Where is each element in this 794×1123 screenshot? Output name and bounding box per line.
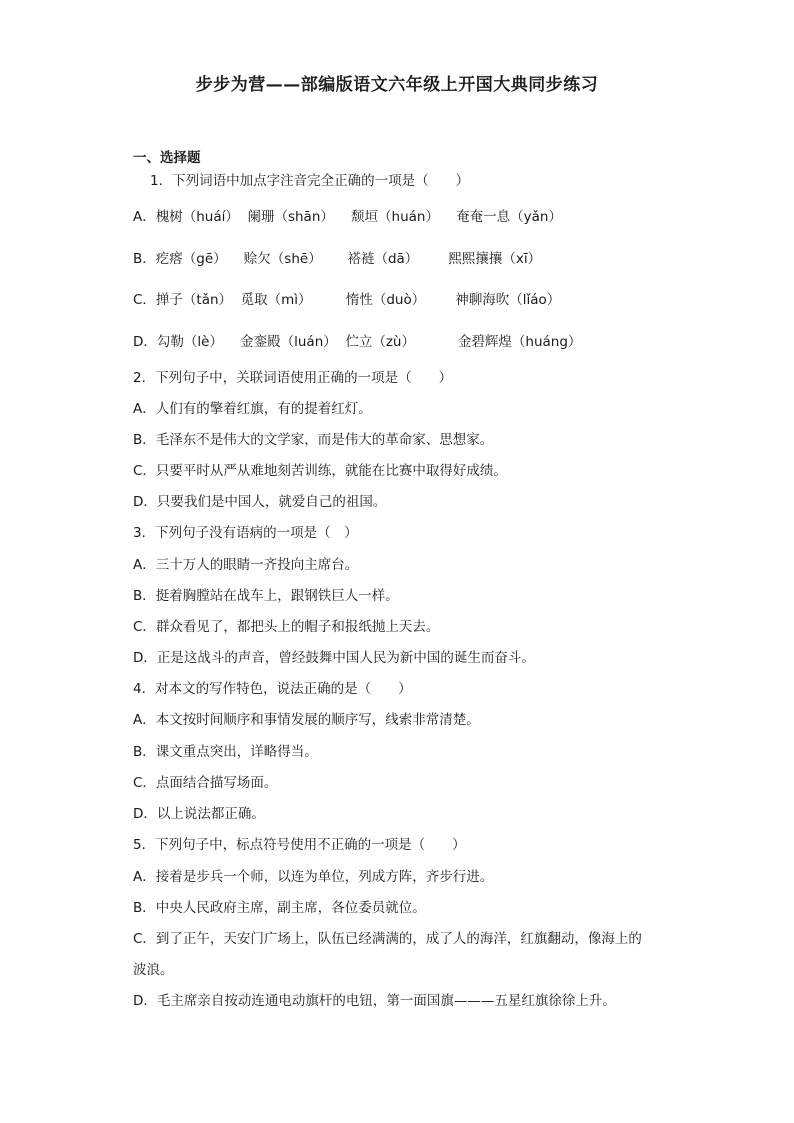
question-1-stem: 1．下列词语中加点字注音完全正确的一项是（ ） <box>150 173 470 189</box>
question-5-option-a: A．接着是步兵一个师，以连为单位，列成方阵，齐步行进。 <box>133 869 494 885</box>
question-5-stem: 5．下列句子中，标点符号使用不正确的一项是（ ） <box>133 837 466 853</box>
question-3-option-a: A．三十万人的眼睛一齐投向主席台。 <box>133 557 359 573</box>
question-2-stem: 2．下列句子中，关联词语使用正确的一项是（ ） <box>133 370 453 386</box>
question-1-option-c: C．掸子（tǎn） 觅取（mì） 惰性（duò） 神聊海吹（lǐáo） <box>133 292 561 308</box>
question-4-option-d: D．以上说法都正确。 <box>133 806 265 822</box>
question-5-option-c-line-2: 波浪。 <box>133 962 174 978</box>
question-2-option-b: B．毛泽东不是伟大的文学家，而是伟大的革命家、思想家。 <box>133 432 494 448</box>
question-4-option-b: B．课文重点突出，详略得当。 <box>133 744 318 760</box>
question-3-stem: 3．下列句子没有语病的一项是（ ） <box>133 525 358 541</box>
question-1-option-b: B．疙瘩（gē） 赊欠（shē） 褡裢（dā） 熙熙攘攘（xī） <box>133 251 542 267</box>
question-5-option-c-line-1: C．到了正午，天安门广场上，队伍已经满满的，成了人的海洋，红旗翻动，像海上的 <box>133 931 642 947</box>
question-4-option-a: A．本文按时间顺序和事情发展的顺序写，线索非常清楚。 <box>133 712 480 728</box>
question-3-option-c: C．群众看见了，都把头上的帽子和报纸抛上天去。 <box>133 619 440 635</box>
question-3-option-d: D．正是这战斗的声音，曾经鼓舞中国人民为新中国的诞生而奋斗。 <box>133 650 535 666</box>
question-3-option-b: B．挺着胸膛站在战车上，跟钢铁巨人一样。 <box>133 588 399 604</box>
question-2-option-c: C．只要平时从严从难地刻苦训练，就能在比赛中取得好成绩。 <box>133 463 507 479</box>
section-heading: 一、选择题 <box>133 150 201 166</box>
question-4-option-c: C．点面结合描写场面。 <box>133 775 278 791</box>
question-5-option-b: B．中央人民政府主席，副主席，各位委员就位。 <box>133 900 426 916</box>
question-4-stem: 4．对本文的写作特色，说法正确的是（ ） <box>133 681 412 697</box>
question-5-option-d: D．毛主席亲自按动连通电动旗杆的电钮，第一面国旗———五星红旗徐徐上升。 <box>133 993 616 1009</box>
question-1-option-a: A．槐树（huáí） 阑珊（shān） 颓垣（huán） 奄奄一息（yǎn） <box>133 209 562 225</box>
question-2-option-a: A．人们有的擎着红旗，有的提着红灯。 <box>133 401 372 417</box>
question-2-option-d: D．只要我们是中国人，就爱自己的祖国。 <box>133 494 387 510</box>
page-title: 步步为营——部编版语文六年级上开国大典同步练习 <box>195 75 599 95</box>
question-1-option-d: D．勾勒（lè） 金銮殿（luán） 伫立（zù） 金碧辉煌（huáng） <box>133 334 582 350</box>
